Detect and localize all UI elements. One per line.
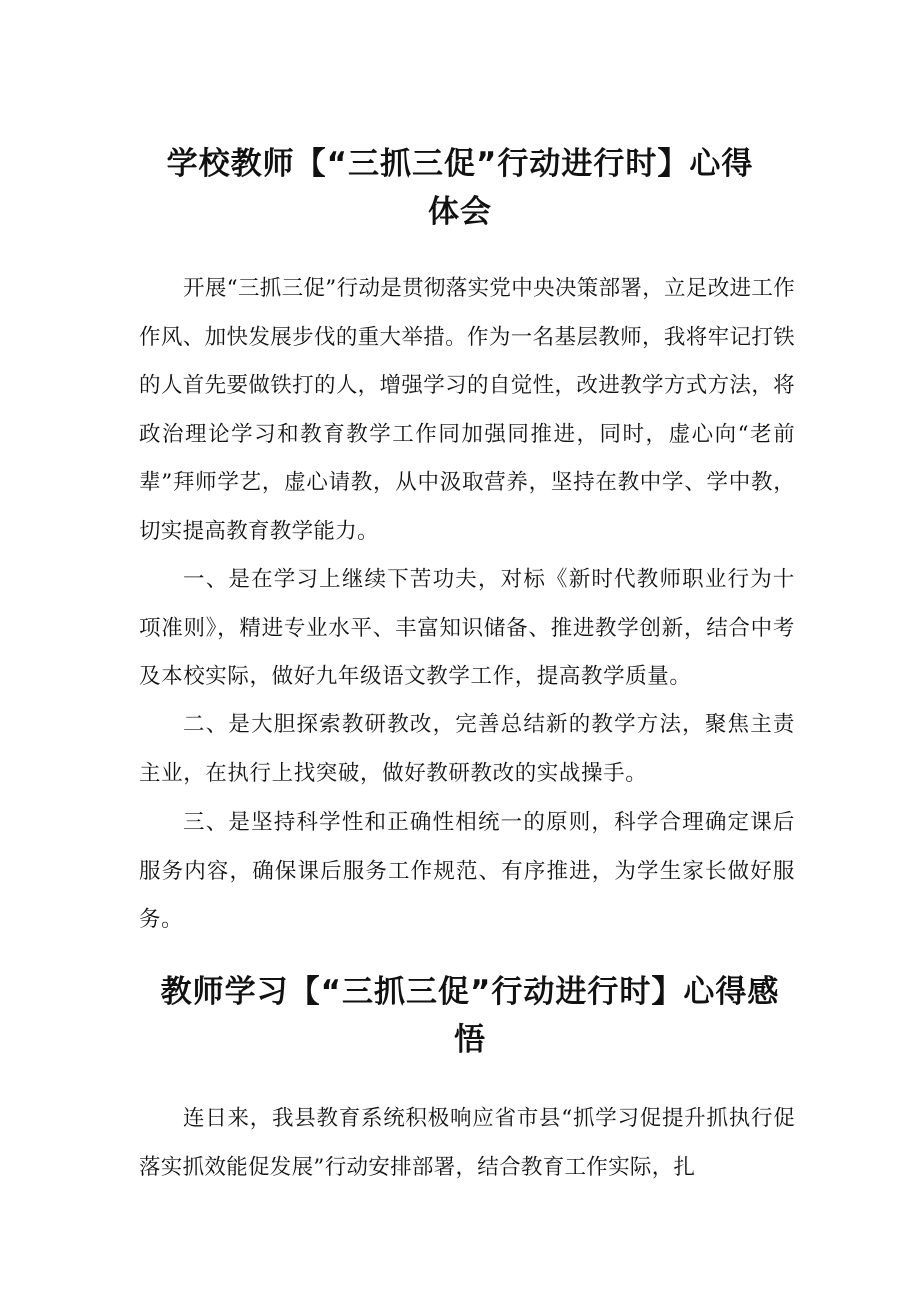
- section1-intro-paragraph: 开展“三抓三促”行动是贯彻落实党中央决策部署，立足改进工作作风、加快发展步伐的重大举措。作为一名基层教师，我将牢记打铁的人首先要做铁打的人，增强学习的自觉性，改进教学方式方法，将政治理论学习和教育教学工作同加强同推进，同时，虚心向“老前辈”拜师学艺，虚心请教，从中汲取营养，坚持在教中学、学中教，切实提高教育教学能力。: [139, 276, 795, 544]
- section1-point1-paragraph: 一、是在学习上继续下苦功夫，对标《新时代教师职业行为十项准则》，精进专业水平、丰富知识储备、推进教学创新，结合中考及本校实际，做好九年级语文教学工作，提高教学质量。: [139, 567, 795, 689]
- section1-title: [140, 140, 780, 236]
- section1-point3-paragraph: 三、是坚持科学性和正确性相统一的原则，科学合理确定课后服务内容，确保课后服务工作规范、有序推进，为学生家长做好服务。: [139, 810, 795, 932]
- section2-title: [130, 968, 810, 1064]
- section1-title-line1: 学校教师【“三抓三促”行动进行时】心得: [166, 146, 754, 182]
- section2-intro-paragraph: 连日来，我县教育系统积极响应省市县“抓学习促提升抓执行促落实抓效能促发展”行动安排部署，结合教育工作实际，扎: [139, 1106, 795, 1180]
- section2-title-line1: 教师学习【“三抓三促”行动进行时】心得感: [160, 974, 780, 1010]
- section1-point2-paragraph: 二、是大胆探索教研教改，完善总结新的教学方法，聚焦主责主业，在执行上找突破，做好教研教改的实战操手。: [139, 712, 795, 786]
- section1-title-line2: 体会: [428, 194, 492, 230]
- section2-title-line2: 悟: [454, 1022, 486, 1058]
